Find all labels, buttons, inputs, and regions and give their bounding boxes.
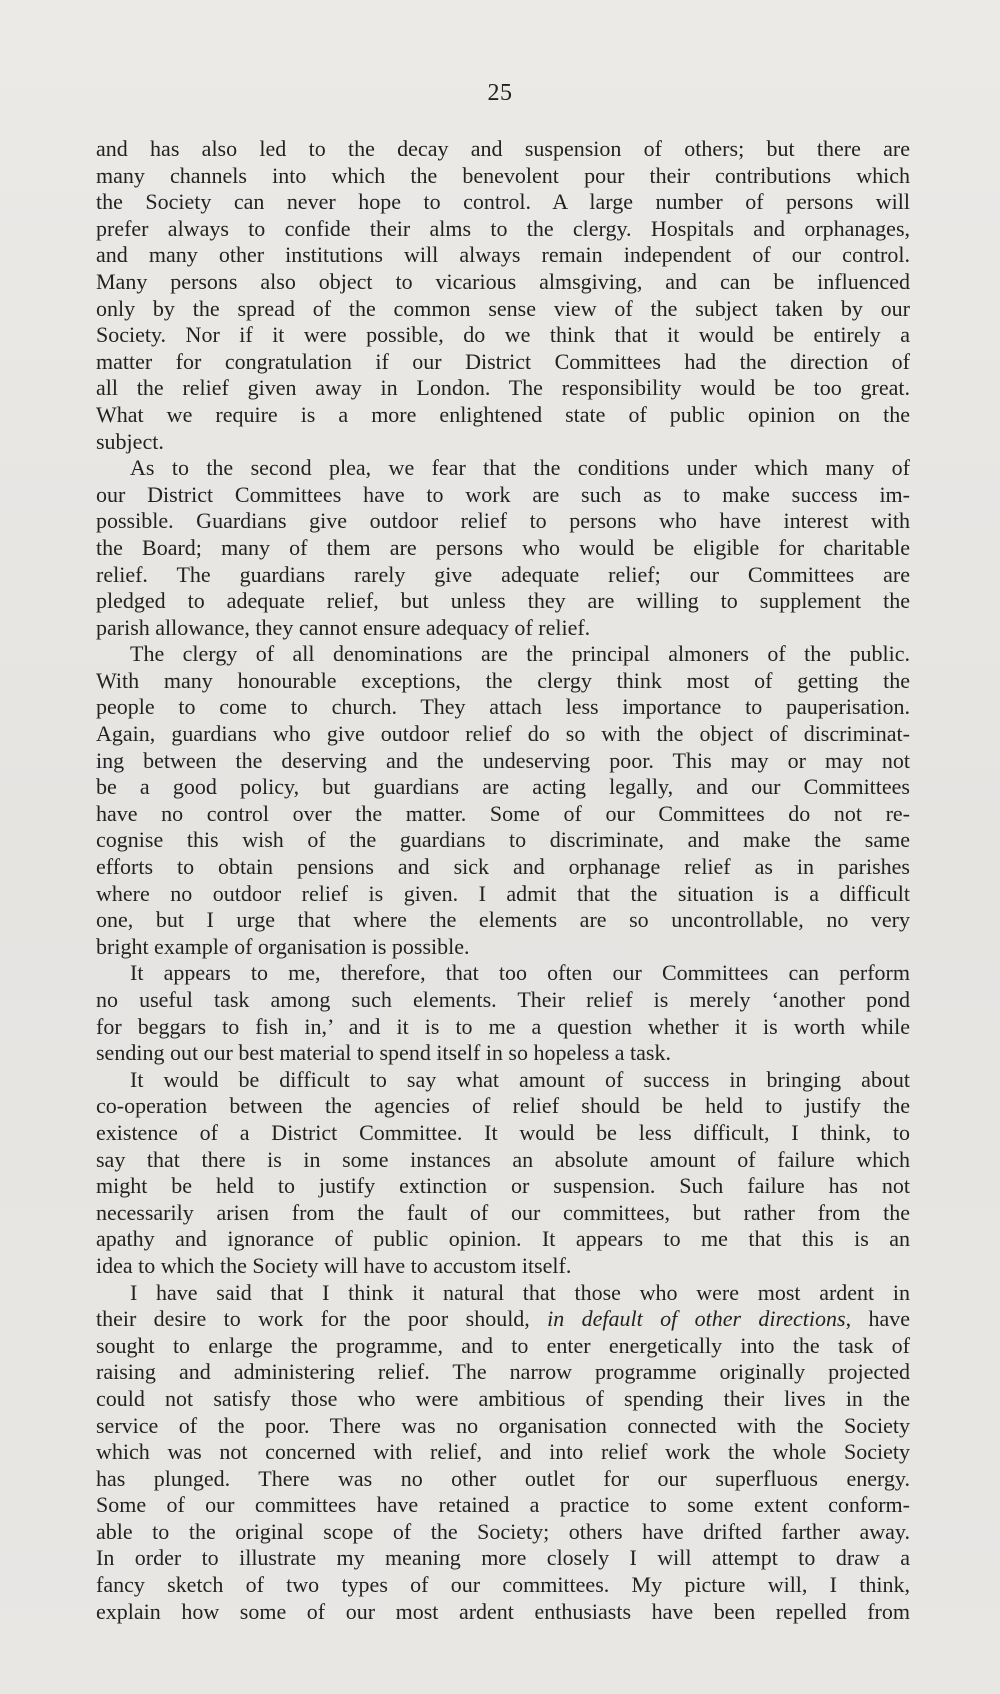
text-line: idea to which the Society will have to accustom itself.: [96, 1252, 572, 1278]
text-line: sending out our best material to spend itself in so hopeless a task.: [96, 1040, 671, 1066]
text-line: which was not concerned with relief, and into relief work the whole Society: [96, 1439, 910, 1465]
text-line: [96, 1306, 910, 1333]
text-line: many channels into which the benevolent pour their contributions which: [96, 162, 910, 188]
text-line: co-operation between the agencies of relief should be held to justify the: [96, 1093, 910, 1119]
text-line: only by the spread of the common sense view of the subject taken by our: [96, 295, 910, 321]
text-line: pledged to adequate relief, but unless they are willing to supplement the: [96, 588, 910, 614]
text-line: cognise this wish of the guardians to discriminate, and make the same: [96, 827, 910, 853]
text-line: necessarily arisen from the fault of our committees, but rather from the: [96, 1199, 910, 1225]
text-line: service of the poor. There was no organisation connected with the Society: [96, 1412, 910, 1438]
text-line: apathy and ignorance of public opinion. It appears to me that this is an: [96, 1226, 910, 1252]
text-line: our District Committees have to work are such as to make success im-: [96, 481, 910, 507]
text-line: no useful task among such elements. Their relief is merely ‘another pond: [96, 987, 910, 1012]
text-line: be a good policy, but guardians are acting legally, and our Committees: [96, 774, 910, 800]
text-segment: , have: [845, 1306, 910, 1332]
text-line: The clergy of all denominations are the principal almoners of the public.: [130, 641, 910, 667]
page-number: 25: [487, 80, 513, 106]
text-line: fancy sketch of two types of our committees. My picture will, I think,: [96, 1572, 910, 1598]
text-line: subject.: [96, 428, 164, 454]
text-line: one, but I urge that where the elements are so uncontrollable, no very: [96, 907, 910, 933]
text-line: Many persons also object to vicarious almsgiving, and can be influenced: [96, 268, 910, 294]
text-line: What we require is a more enlightened state of public opinion on the: [96, 401, 910, 427]
text-line: for beggars to fish in,’ and it is to me a question whether it is worth while: [96, 1013, 910, 1039]
italic-phrase: in default of other directions: [547, 1306, 846, 1332]
text-line: Some of our committees have retained a practice to some extent conform-: [96, 1492, 910, 1518]
text-line: In order to illustrate my meaning more closely I will attempt to draw a: [96, 1545, 910, 1571]
text-line: all the relief given away in London. The responsibility would be too great.: [96, 375, 910, 401]
text-line: could not satisfy those who were ambitious of spending their lives in the: [96, 1385, 910, 1411]
text-segment: their desire to work for the poor should,: [96, 1306, 548, 1332]
text-line: ing between the deserving and the undeserving poor. This may or may not: [96, 747, 910, 773]
text-line: possible. Guardians give outdoor relief to persons who have interest with: [96, 508, 910, 534]
text-line: relief. The guardians rarely give adequate relief; our Committees are: [96, 561, 910, 587]
text-line: people to come to church. They attach less importance to pauperisation.: [96, 694, 910, 720]
text-line: parish allowance, they cannot ensure adequacy of relief.: [96, 614, 591, 640]
text-line: the Society can never hope to control. A large number of persons will: [96, 189, 910, 215]
text-line: say that there is in some instances an absolute amount of failure which: [96, 1146, 910, 1172]
text-line: Again, guardians who give outdoor relief do so with the object of discriminat-: [96, 721, 910, 747]
text-line: I have said that I think it natural that those who were most ardent in: [130, 1279, 910, 1305]
text-line: bright example of organisation is possible.: [96, 933, 470, 959]
text-line: Society. Nor if it were possible, do we think that it would be entirely a: [96, 322, 910, 348]
text-line: the Board; many of them are persons who would be eligible for charitable: [96, 534, 910, 560]
text-line: and many other institutions will always remain independent of our control.: [96, 242, 910, 268]
text-line: It appears to me, therefore, that too often our Committees can perform: [130, 960, 910, 986]
text-line: and has also led to the decay and suspension of others; but there are: [96, 136, 910, 161]
text-line: might be held to justify extinction or suspension. Such failure has not: [96, 1173, 910, 1199]
text-line: raising and administering relief. The narrow programme originally projected: [96, 1359, 910, 1385]
text-line: existence of a District Committee. It would be less difficult, I think, to: [96, 1119, 910, 1145]
text-line: efforts to obtain pensions and sick and orphanage relief as in parishes: [96, 854, 910, 880]
text-line: As to the second plea, we fear that the conditions under which many of: [130, 455, 910, 481]
text-line: where no outdoor relief is given. I admit that the situation is a difficult: [96, 880, 910, 906]
text-line: sought to enlarge the programme, and to enter energetically into the task of: [96, 1332, 910, 1358]
body-text: [96, 136, 910, 1625]
text-line: have no control over the matter. Some of our Committees do not re-: [96, 800, 910, 826]
text-line: has plunged. There was no other outlet for our superfluous energy.: [96, 1465, 910, 1491]
text-line: It would be difficult to say what amount of success in bringing about: [130, 1066, 910, 1092]
text-line: prefer always to confide their alms to the clergy. Hospitals and orphanages,: [96, 215, 910, 241]
text-line: matter for congratulation if our District Committees had the direction of: [96, 348, 910, 374]
text-line: able to the original scope of the Society; others have drifted farther away.: [96, 1518, 910, 1544]
text-line: With many honourable exceptions, the clergy think most of getting the: [96, 667, 910, 693]
text-line: explain how some of our most ardent enthusiasts have been repelled from: [96, 1598, 910, 1624]
